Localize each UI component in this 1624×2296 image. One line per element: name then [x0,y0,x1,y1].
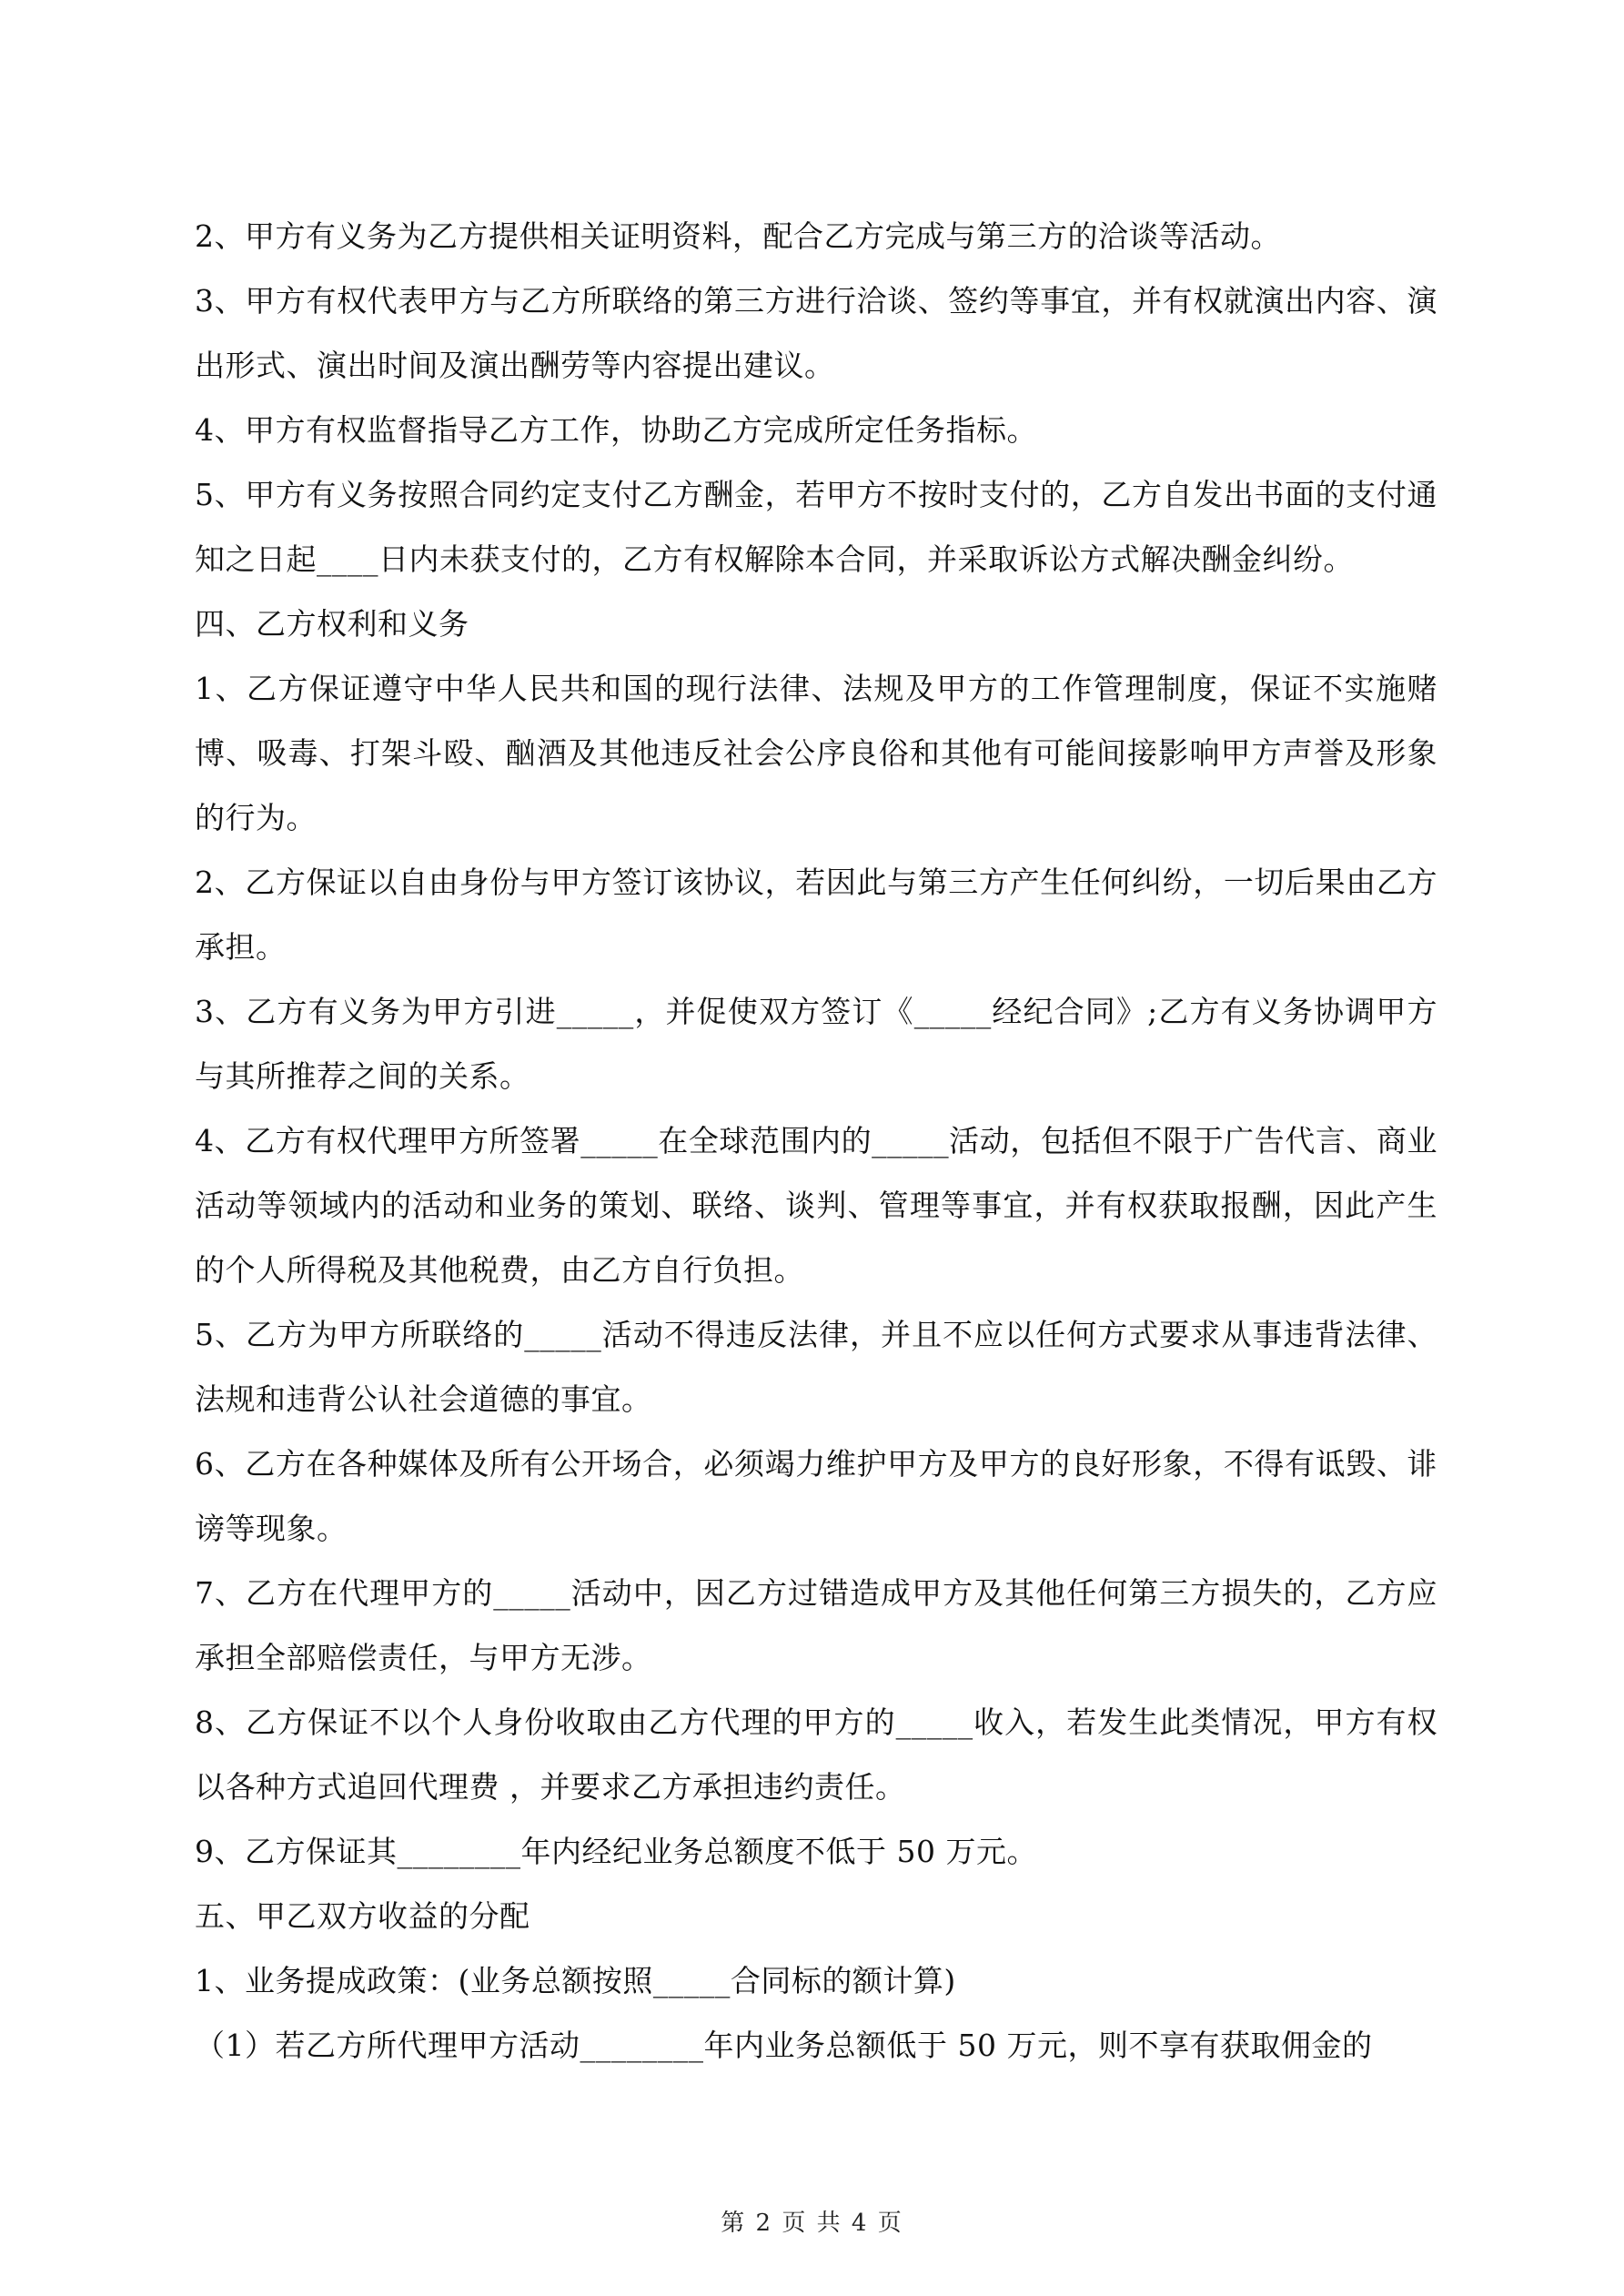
paragraph-clause-4-8: 8、乙方保证不以个人身份收取由乙方代理的甲方的_____收入，若发生此类情况，甲方有权以各种方式追回代理费 ，并要求乙方承担违约责任。 [195,1704,1437,1805]
paragraph-clause-3-4: 4、甲方有权监督指导乙方工作，协助乙方完成所定任务指标。 [195,412,1037,448]
paragraph-clause-5-1-1: （1）若乙方所代理甲方活动________年内业务总额低于 50 万元，则不享有获取佣金的 [195,2028,1373,2063]
paragraph-clause-4-7: 7、乙方在代理甲方的_____活动中，因乙方过错造成甲方及其他任何第三方损失的，乙方应承担全部赔偿责任，与甲方无涉。 [195,1575,1437,1675]
paragraph-clause-4-3: 3、乙方有义务为甲方引进_____，并促使双方签订《_____经纪合同》;乙方有义务协调甲方与其所推荐之间的关系。 [195,994,1437,1094]
paragraph-clause-4-9: 9、乙方保证其________年内经纪业务总额度不低于 50 万元。 [195,1834,1037,1869]
paragraph-clause-3-5: 5、甲方有义务按照合同约定支付乙方酬金，若甲方不按时支付的，乙方自发出书面的支付通知之日起____日内未获支付的，乙方有权解除本合同，并采取诉讼方式解决酬金纠纷。 [195,477,1437,577]
paragraph-clause-4-2: 2、乙方保证以自由身份与甲方签订该协议，若因此与第三方产生任何纠纷，一切后果由乙方承担。 [195,865,1437,965]
section-heading-5: 五、甲乙双方收益的分配 [195,1898,530,1934]
paragraph-clause-4-5: 5、乙方为甲方所联络的_____活动不得违反法律，并且不应以任何方式要求从事违背法律、法规和违背公认社会道德的事宜。 [195,1317,1437,1417]
paragraph-clause-3-2: 2、甲方有义务为乙方提供相关证明资料，配合乙方完成与第三方的洽谈等活动。 [195,218,1281,254]
section-heading-4: 四、乙方权利和义务 [195,606,469,642]
page-number-footer: 第 2 页 共 4 页 [721,2210,903,2237]
paragraph-clause-4-6: 6、乙方在各种媒体及所有公开场合，必须竭力维护甲方及甲方的良好形象，不得有诋毁、诽谤等现象。 [195,1446,1437,1546]
paragraph-clause-4-4: 4、乙方有权代理甲方所签署_____在全球范围内的_____活动，包括但不限于广告代言、商业活动等领域内的活动和业务的策划、联络、谈判、管理等事宜，并有权获取报酬，因此产生的个人所得税及其他税费，由乙方自行负担。 [195,1123,1437,1288]
paragraph-clause-3-3: 3、甲方有权代表甲方与乙方所联络的第三方进行洽谈、签约等事宜，并有权就演出内容、演出形式、演出时间及演出酬劳等内容提出建议。 [195,283,1437,383]
paragraph-clause-4-1: 1、乙方保证遵守中华人民共和国的现行法律、法规及甲方的工作管理制度，保证不实施赌博、吸毒、打架斗殴、酗酒及其他违反社会公序良俗和其他有可能间接影响甲方声誉及形象的行为。 [195,671,1437,835]
paragraph-clause-5-1: 1、业务提成政策：(业务总额按照_____合同标的额计算) [195,1963,956,1998]
document-body [195,204,1437,2078]
